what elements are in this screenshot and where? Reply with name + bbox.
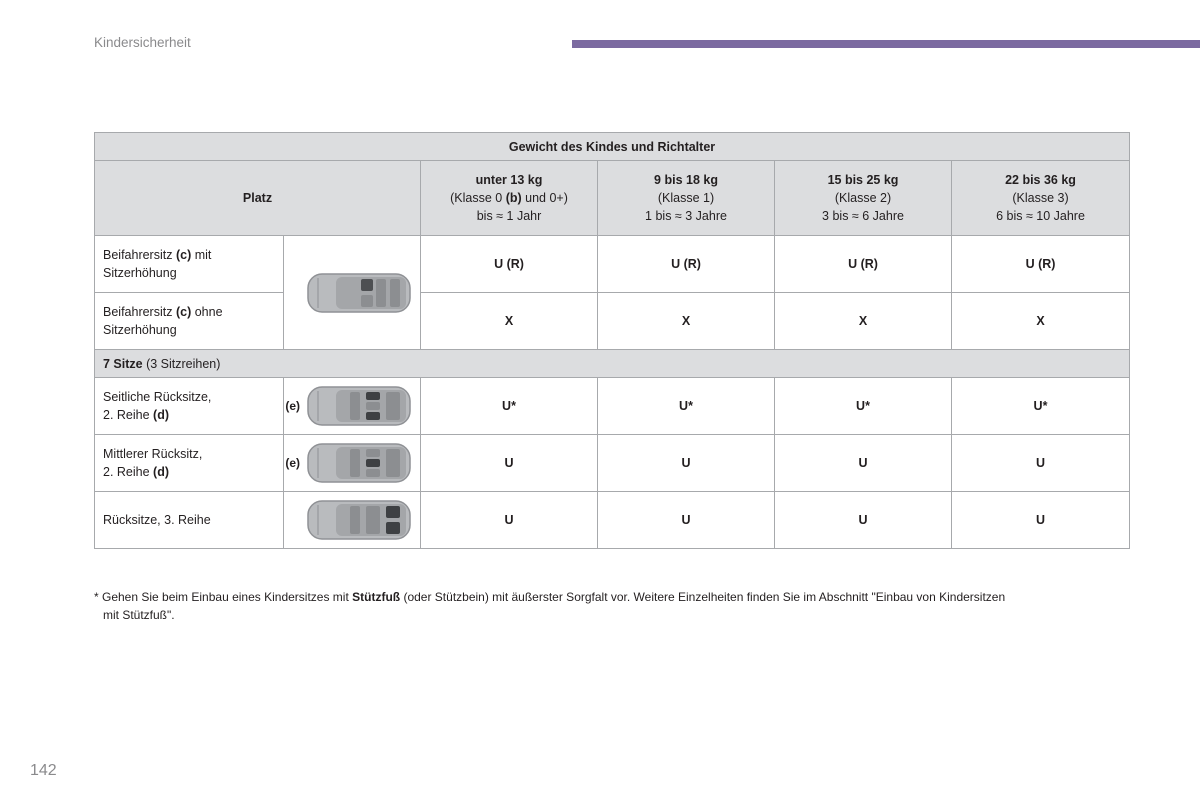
cell-middle-rear-row2-4: U [952,435,1130,492]
page-number: 142 [30,762,57,779]
car-diagram-cell-row3 [284,492,421,549]
column-age: 3 bis ≈ 6 Jahre [822,209,904,223]
note-e-label: (e) [285,456,300,470]
row-label-outer-rear-row2: Seitliche Rücksitze, 2. Reihe (d) [95,378,284,435]
car-diagram-cell-front [284,236,421,350]
column-age: 1 bis ≈ 3 Jahre [645,209,727,223]
cell-rear-row3-1: U [421,492,598,549]
cell-passenger-without-lift-3: X [775,293,952,350]
header-accent-bar [572,40,1200,48]
place-header: Platz [95,161,421,236]
column-header-2 [598,161,775,236]
section-title: Kindersicherheit [94,35,191,50]
child-seat-table [94,132,1130,549]
column-age: 6 bis ≈ 10 Jahre [996,209,1085,223]
car-diagram-cell-row2-middle [284,435,421,492]
cell-rear-row3-2: U [598,492,775,549]
cell-passenger-with-lift-2: U (R) [598,236,775,293]
cell-outer-rear-row2-1: U* [421,378,598,435]
note-e-label: (e) [285,399,300,413]
cell-middle-rear-row2-1: U [421,435,598,492]
cell-rear-row3-4: U [952,492,1130,549]
car-top-view-row2-middle-icon [306,440,414,486]
row-label-passenger-without-lift: Beifahrersitz (c) ohne Sitzerhöhung [95,293,284,350]
cell-passenger-with-lift-4: U (R) [952,236,1130,293]
cell-passenger-with-lift-3: U (R) [775,236,952,293]
car-top-view-row2-outer-icon [306,383,414,429]
row-label-passenger-with-lift: Beifahrersitz (c) mit Sitzerhöhung [95,236,284,293]
group-header: Gewicht des Kindes und Richtalter [95,133,1130,161]
cell-passenger-without-lift-4: X [952,293,1130,350]
row-label-rear-row3: Rücksitze, 3. Reihe [95,492,284,549]
footnote-line-2: mit Stützfuß". [103,608,175,622]
cell-outer-rear-row2-3: U* [775,378,952,435]
column-weight: unter 13 kg [475,173,543,187]
cell-passenger-without-lift-1: X [421,293,598,350]
column-weight: 22 bis 36 kg [1005,173,1076,187]
footnote [94,588,1134,624]
column-header-3 [775,161,952,236]
column-class: (Klasse 0 (b) und 0+) [450,191,568,205]
column-age: bis ≈ 1 Jahr [476,209,542,223]
cell-middle-rear-row2-2: U [598,435,775,492]
car-diagram-cell-row2-outer [284,378,421,435]
cell-rear-row3-3: U [775,492,952,549]
column-header-1 [421,161,598,236]
cell-outer-rear-row2-2: U* [598,378,775,435]
cell-passenger-with-lift-1: U (R) [421,236,598,293]
column-class: (Klasse 1) [657,191,715,205]
row-label-middle-rear-row2: Mittlerer Rücksitz, 2. Reihe (d) [95,435,284,492]
cell-middle-rear-row2-3: U [775,435,952,492]
column-header-4 [952,161,1130,236]
column-class: (Klasse 3) [1012,191,1069,205]
car-top-view-front-seat-icon [306,268,414,318]
car-top-view-row3-icon [306,497,414,543]
column-weight: 15 bis 25 kg [827,173,899,187]
column-class: (Klasse 2) [834,191,892,205]
footnote-line-1: * Gehen Sie beim Einbau eines Kindersitzes mit Stützfuß (oder Stützbein) mit äußerster Sorgfalt vor. Weitere Einzelheiten finden Sie im Abschnitt "Einbau von Kindersitzen [94,590,1006,604]
column-weight: 9 bis 18 kg [654,173,718,187]
cell-outer-rear-row2-4: U* [952,378,1130,435]
seven-seats-section-header: 7 Sitze (3 Sitzreihen) [95,350,1130,378]
cell-passenger-without-lift-2: X [598,293,775,350]
